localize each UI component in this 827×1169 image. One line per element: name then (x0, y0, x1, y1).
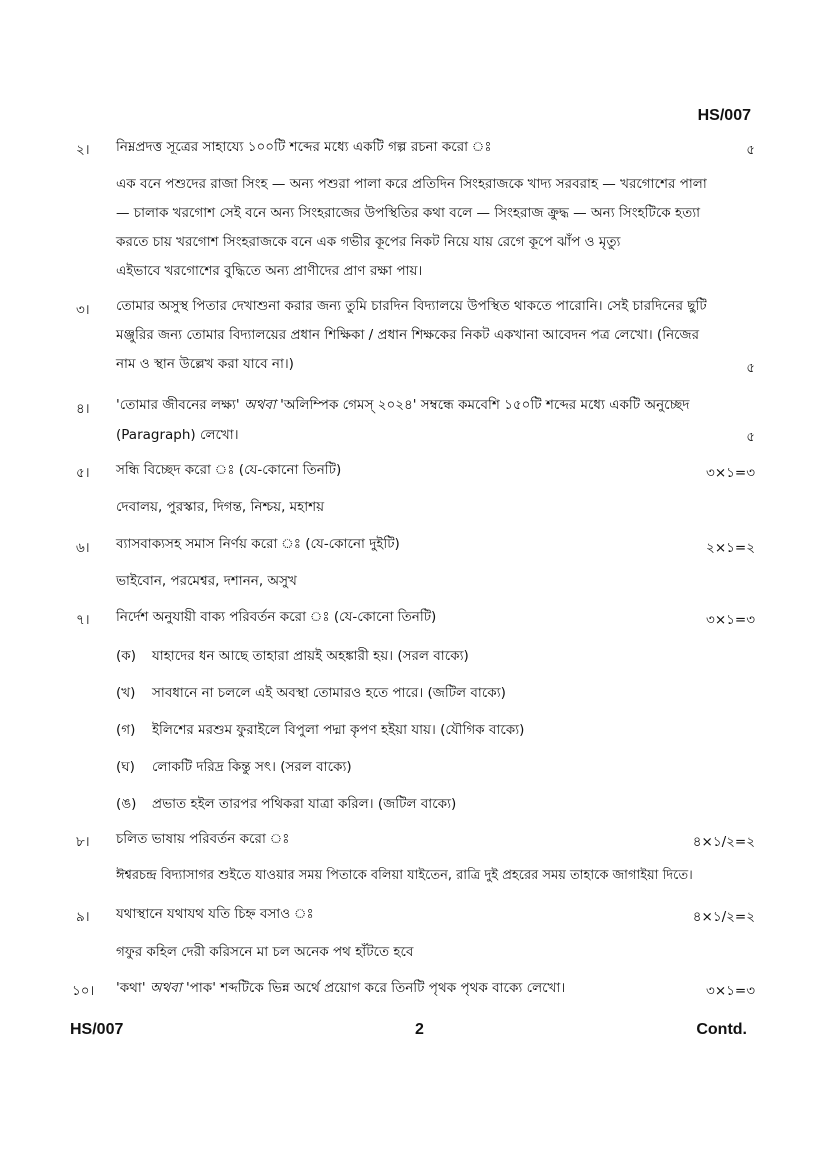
question-number: ৯। (76, 909, 90, 925)
body-line: এক বনে পশুদের রাজা সিংহ — অন্য পশুরা পালা করে প্রতিদিন সিংহরাজকে খাদ্য সরবরাহ — খরগোশের পালা (116, 176, 707, 192)
question-rest: 'পাক' শব্দটিকে ভিন্ন অর্থে প্রয়োগ করে তিনটি পৃথক পৃথক বাক্যে লেখো। (186, 980, 566, 996)
sub-label: (গ) (116, 722, 136, 738)
question-number: ৩। (76, 302, 90, 318)
sub-label: (ঘ) (116, 759, 135, 775)
question-marks: ৫ (746, 360, 755, 376)
question-marks: ৫ (746, 142, 755, 158)
sub-question (116, 756, 352, 779)
question-number: ১০। (72, 983, 95, 999)
or-word: অথবা (243, 397, 276, 413)
sub-text: সাবধানে না চললে এই অবস্থা তোমারও হতে পারে। (জটিল বাক্যে) (152, 685, 506, 701)
body-line: — চালাক খরগোশ সেই বনে অন্য সিংহরাজের উপস্থিতির কথা বলে — সিংহরাজ ক্রুদ্ধ — অন্য সিংহটিকে হত্যা (116, 205, 701, 221)
sub-text: লোকটি দরিদ্র কিন্তু সৎ। (সরল বাক্যে) (152, 759, 352, 775)
question-text (116, 977, 565, 1000)
body-line: তোমার অসুস্থ পিতার দেখাশুনা করার জন্য তুমি চারদিন বিদ্যালয়ে উপস্থিত থাকতে পারোনি। সেই চারদিনের ছুটি (116, 298, 707, 314)
question-number: ৮। (76, 834, 90, 850)
question-body (116, 292, 755, 379)
question-marks: ৪×১/২=২ (692, 909, 755, 925)
question-text: চলিত ভাষায় পরিবর্তন করো ঃ (116, 831, 290, 847)
sub-question (116, 793, 456, 816)
sub-text: ইলিশের মরশুম ফুরাইলে বিপুলা পদ্মা কৃপণ হইয়া যায়। (যৌগিক বাক্যে) (152, 722, 525, 738)
question-text-line2: (Paragraph) লেখো। (116, 427, 239, 443)
continued-label: Contd. (696, 1021, 747, 1038)
body-line: নাম ও স্থান উল্লেখ করা যাবে না।) (116, 356, 294, 372)
question-body: ঈশ্বরচন্দ্র বিদ্যাসাগর শুইতে যাওয়ার সময় পিতাকে বলিয়া যাইতেন, রাত্রি দুই প্রহরের সময় তাহাকে জাগাইয়া দিতে। (116, 868, 693, 883)
question-text: সন্ধি বিচ্ছেদ করো ঃ (যে-কোনো তিনটি) (116, 462, 342, 478)
sub-label: (খ) (116, 685, 136, 701)
question-text: নির্দেশ অনুযায়ী বাক্য পরিবর্তন করো ঃ (যে-কোনো তিনটি) (116, 609, 437, 625)
question-body (116, 170, 755, 286)
question-text: নিম্নপ্রদত্ত সূত্রের সাহায্যে ১০০টি শব্দের মধ্যে একটি গল্প রচনা করো ঃ (116, 139, 492, 155)
page-number: 2 (415, 1021, 424, 1038)
body-line: এইভাবে খরগোশের বুদ্ধিতে অন্য প্রাণীদের প্রাণ রক্ষা পায়। (116, 263, 423, 279)
footer-code: HS/007 (70, 1021, 124, 1038)
or-word: অথবা (149, 980, 182, 996)
question-items: দেবালয়, পুরস্কার, দিগন্ত, নিশ্চয়, মহাশয় (116, 499, 325, 515)
sub-text: যাহাদের ধন আছে তাহারা প্রায়ই অহঙ্কারী হয়। (সরল বাক্যে) (152, 648, 469, 664)
question-marks: ৩×১=৩ (706, 983, 755, 999)
word-1: 'কথা' (116, 980, 146, 996)
question-text (116, 394, 755, 417)
topic-1: 'তোমার জীবনের লক্ষ্য' (116, 397, 240, 413)
question-number: ২। (76, 142, 90, 158)
question-items: ভাইবোন, পরমেশ্বর, দশানন, অসুখ (116, 573, 297, 589)
question-marks: ৩×১=৩ (706, 612, 755, 628)
body-line: করতে চায় খরগোশ সিংহরাজকে বনে এক গভীর কূপের নিকট নিয়ে যায় রেগে কূপে ঝাঁপ ও মৃত্যু (116, 234, 621, 250)
sub-label: (ঙ) (116, 796, 137, 812)
topic-2: 'অলিম্পিক গেমস্ ২০২৪' সম্বন্ধে কমবেশি ১৫০টি শব্দের মধ্যে একটি অনুচ্ছেদ (280, 397, 690, 413)
paper-code: HS/007 (697, 107, 751, 124)
question-body: গফুর কহিল দেরী করিসনে মা চল অনেক পথ হাঁটতে হবে (116, 944, 414, 960)
sub-label: (ক) (116, 648, 136, 664)
question-text: যথাস্থানে যথাযথ যতি চিহ্ন বসাও ঃ (116, 906, 314, 922)
question-marks: ৫ (746, 429, 755, 445)
sub-question (116, 682, 506, 705)
question-number: ৬। (76, 540, 90, 556)
sub-question (116, 645, 469, 668)
question-number: ৪। (76, 401, 90, 417)
question-number: ৭। (76, 612, 90, 628)
sub-question (116, 719, 524, 742)
question-marks: ২×১=২ (706, 540, 755, 556)
sub-text: প্রভাত হইল তারপর পথিকরা যাত্রা করিল। (জটিল বাক্যে) (152, 796, 457, 812)
body-line: মঞ্জুরির জন্য তোমার বিদ্যালয়ের প্রধান শিক্ষিকা / প্রধান শিক্ষকের নিকট একখানা আবেদন পত্র লেখো। (নিজের (116, 327, 700, 343)
question-marks: ৪×১/২=২ (692, 834, 755, 850)
question-text: ব্যাসবাক্যসহ সমাস নির্ণয় করো ঃ (যে-কোনো দুইটি) (116, 536, 400, 552)
question-marks: ৩×১=৩ (706, 465, 755, 481)
question-number: ৫। (76, 465, 90, 481)
